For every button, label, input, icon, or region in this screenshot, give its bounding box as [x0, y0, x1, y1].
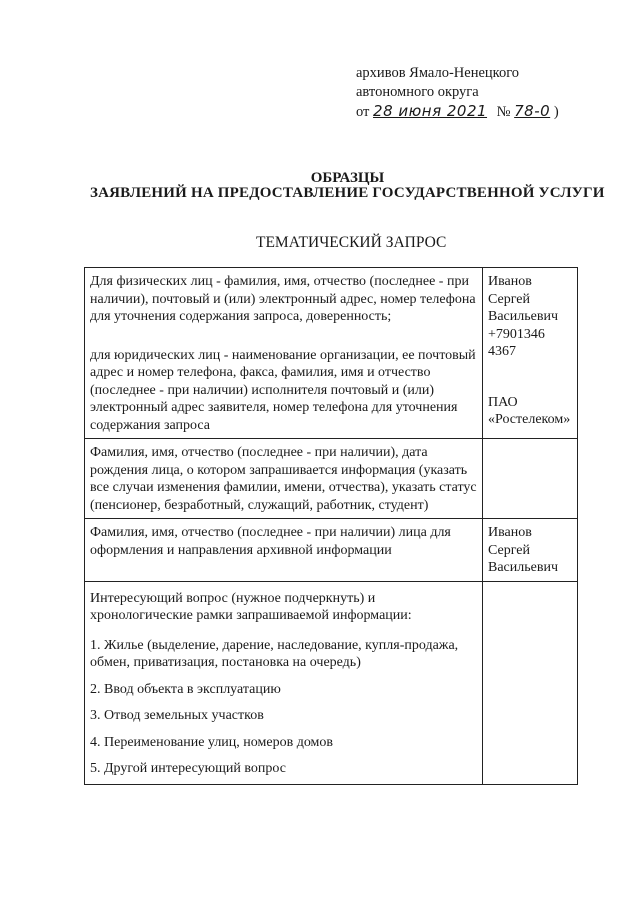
request-form-table [84, 267, 578, 785]
question-value-cell [483, 582, 577, 784]
title-line-1: ОБРАЗЦЫ [310, 170, 385, 186]
form-subtitle: ТЕМАТИЧЕСКИЙ ЗАПРОС [256, 234, 447, 251]
recipient-value-cell: Иванов Сергей Васильевич [488, 525, 558, 575]
question-item: 1. Жилье (выделение, дарение, наследование, купля-продажа, обмен, приватизация, постановка на очередь) [90, 637, 459, 670]
question-item: 5. Другой интересующий вопрос [90, 761, 286, 776]
from-label: от [356, 104, 370, 120]
subject-label-cell: Фамилия, имя, отчество (последнее - при наличии), дата рождения лица, о котором запрашивается информация (указать все случаи изменения фамилии, имени, отчества), указать статус (пенсионер, безработный, служащий, работник, студент) [85, 439, 483, 518]
table-row-subject [85, 439, 577, 519]
subject-value-cell [483, 439, 577, 518]
applicant-label-cell [85, 268, 483, 438]
question-intro: Интересующий вопрос (нужное подчеркнуть) и хронологические рамки запрашиваемой информации: [90, 590, 412, 623]
handwritten-date: 28 июня 2021 [373, 102, 488, 120]
title-line-2: ЗАЯВЛЕНИЙ НА ПРЕДОСТАВЛЕНИЕ ГОСУДАРСТВЕННОЙ УСЛУГИ [90, 185, 605, 201]
header-line-1: архивов Ямало-Ненецкого [356, 65, 520, 81]
applicant-value-cell [483, 268, 577, 438]
table-row-applicant [85, 268, 577, 439]
document-header [356, 64, 559, 122]
table-row-question [85, 582, 577, 784]
legal-entity-label: для юридических лиц - наименование организации, ее почтовый адрес и номер телефона, факса, фамилия, имя и отчество (последнее - при наличии) исполнителя почтовый и (или) электронный адрес заявителя, номер телефона для уточнения содержания запроса [90, 347, 476, 433]
number-sign: № [496, 104, 511, 120]
legal-entity-value: ПАО «Ростелеком» [488, 394, 571, 427]
recipient-label-cell: Фамилия, имя, отчество (последнее - при наличии) лица для оформления и направления архивной информации [85, 519, 483, 581]
table-row-recipient [85, 519, 577, 582]
question-label-cell [85, 582, 483, 784]
physical-person-label: Для физических лиц - фамилия, имя, отчество (последнее - при наличии), почтовый и (или) электронный адрес, номер телефона для уточнения содержания запроса, доверенность; [90, 274, 476, 324]
handwritten-number: 78-0 [514, 102, 551, 120]
closing-paren: ) [553, 104, 559, 120]
physical-person-value: Иванов Сергей Васильевич +7901346 4367 [488, 274, 558, 359]
header-date-line [356, 102, 559, 122]
question-item: 2. Ввод объекта в эксплуатацию [90, 681, 281, 697]
header-line-2: автономного округа [356, 84, 479, 100]
question-item: 4. Переименование улиц, номеров домов [90, 734, 334, 750]
question-item: 3. Отвод земельных участков [90, 708, 264, 723]
